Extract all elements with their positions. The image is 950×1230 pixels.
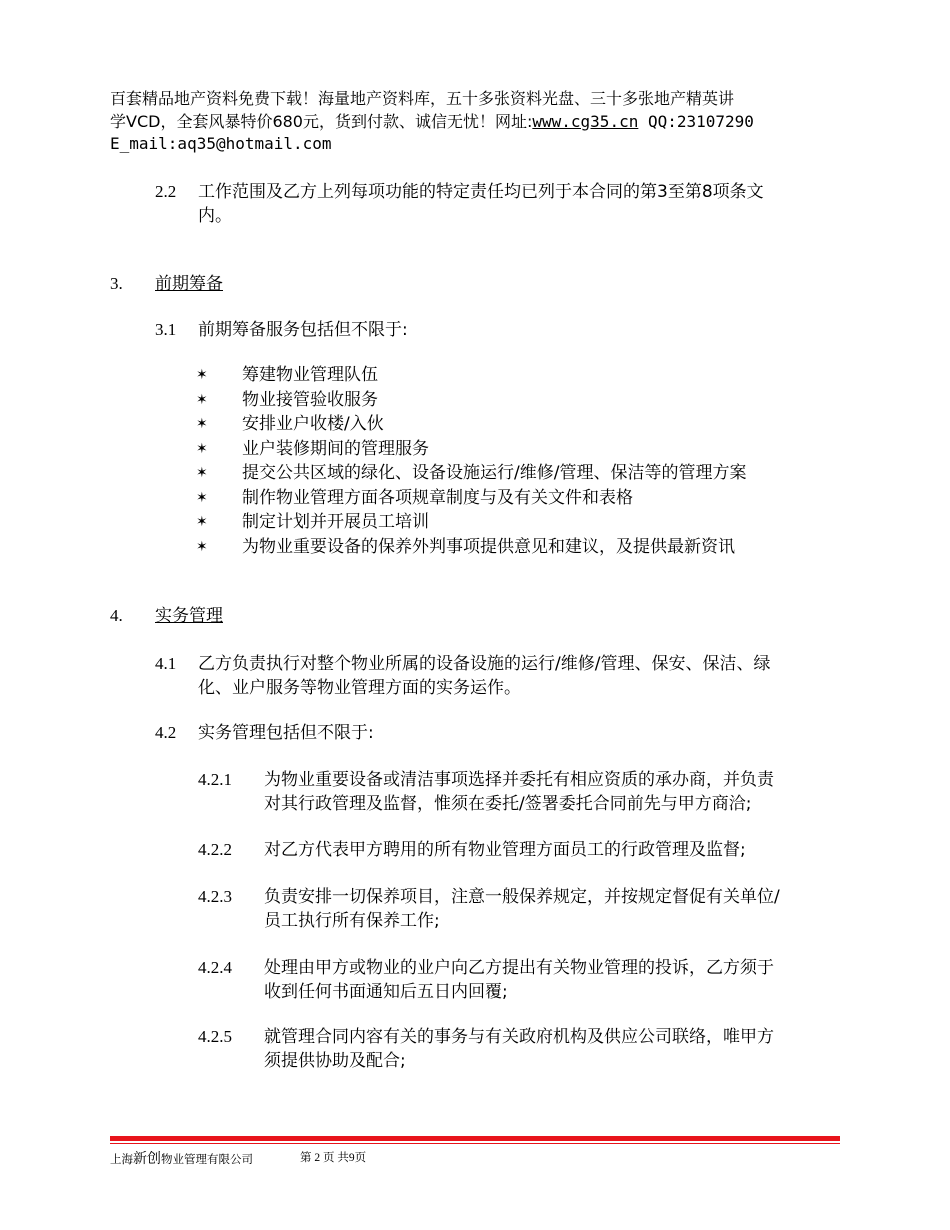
bullet-item: 提交公共区域的绿化、设备设施运行/维修/管理、保洁等的管理方案	[242, 463, 747, 483]
clause-4-1-number: 4.1	[155, 654, 177, 673]
bullet-item: 安排业户收楼/入伙	[242, 414, 384, 434]
sub-clause-line-1: 对乙方代表甲方聘用的所有物业管理方面员工的行政管理及监督;	[264, 840, 746, 860]
footer-rule-thick	[110, 1136, 840, 1141]
bullet-item: 筹建物业管理队伍	[242, 365, 378, 385]
footer-company: 上海新创物业管理有限公司	[110, 1152, 253, 1167]
clause-2-2-number: 2.2	[155, 182, 177, 201]
sub-clause-number: 4.2.2	[198, 840, 232, 859]
sub-clause-line-1: 负责安排一切保养项目，注意一般保养规定，并按规定督促有关单位/	[264, 887, 780, 907]
banner-url-link[interactable]: www.cg35.cn	[532, 111, 639, 131]
clause-4-2-number: 4.2	[155, 723, 177, 742]
sub-clause-number: 4.2.3	[198, 887, 232, 906]
bullet-star-icon: ✶	[196, 367, 208, 383]
section-3-title: 前期筹备	[155, 274, 223, 294]
footer-rule-thin	[110, 1143, 840, 1144]
clause-4-1-line-2: 化、业户服务等物业管理方面的实务运作。	[198, 678, 521, 698]
sub-clause-line-1: 处理由甲方或物业的业户向乙方提出有关物业管理的投诉，乙方须于	[264, 958, 774, 978]
footer-page-number: 第 2 页 共9页	[300, 1152, 367, 1164]
banner-email: E_mail:aq35@hotmail.com	[110, 134, 332, 153]
banner-line-2: 学VCD，全套风暴特价680元，货到付款、诚信无忧！网址:www.cg35.cn QQ:23107290	[110, 111, 754, 131]
clause-3-1-text: 前期筹备服务包括但不限于:	[198, 320, 408, 340]
sub-clause-line-2: 须提供协助及配合;	[264, 1051, 406, 1071]
bullet-item: 物业接管验收服务	[242, 390, 378, 410]
banner-line-1: 百套精品地产资料免费下载！海量地产资料库，五十多张资料光盘、三十多张地产精英讲	[110, 89, 735, 108]
sub-clause-number: 4.2.4	[198, 958, 232, 977]
clause-4-1-line-1: 乙方负责执行对整个物业所属的设备设施的运行/维修/管理、保安、保洁、绿	[198, 654, 771, 674]
bullet-item: 制定计划并开展员工培训	[242, 512, 429, 532]
sub-clause-line-2: 收到任何书面通知后五日内回覆;	[264, 982, 508, 1002]
bullet-star-icon: ✶	[196, 392, 208, 408]
sub-clause-line-1: 为物业重要设备或清洁事项选择并委托有相应资质的承办商，并负责	[264, 770, 774, 790]
bullet-star-icon: ✶	[196, 465, 208, 481]
bullet-star-icon: ✶	[196, 490, 208, 506]
promo-banner	[110, 88, 845, 156]
bullet-item: 制作物业管理方面各项规章制度与及有关文件和表格	[242, 488, 633, 508]
sub-clause-number: 4.2.1	[198, 770, 232, 789]
clause-2-2-line-1: 工作范围及乙方上列每项功能的特定责任均已列于本合同的第3至第8项条文	[198, 182, 764, 202]
bullet-item: 业户装修期间的管理服务	[242, 439, 429, 459]
sub-clause-line-1: 就管理合同内容有关的事务与有关政府机构及供应公司联络，唯甲方	[264, 1027, 774, 1047]
clause-2-2-line-2: 内。	[198, 206, 232, 226]
bullet-star-icon: ✶	[196, 539, 208, 555]
clause-3-1-number: 3.1	[155, 320, 177, 339]
sub-clause-number: 4.2.5	[198, 1027, 232, 1046]
bullet-star-icon: ✶	[196, 441, 208, 457]
clause-4-2-text: 实务管理包括但不限于:	[198, 723, 374, 743]
sub-clause-line-2: 对其行政管理及监督，惟须在委托/签署委托合同前先与甲方商洽;	[264, 794, 752, 814]
bullet-item: 为物业重要设备的保养外判事项提供意见和建议，及提供最新资讯	[242, 537, 735, 557]
sub-clause-line-2: 员工执行所有保养工作;	[264, 911, 440, 931]
section-4-number: 4.	[110, 606, 123, 625]
section-4-title: 实务管理	[155, 606, 223, 626]
section-3-number: 3.	[110, 274, 123, 293]
bullet-star-icon: ✶	[196, 416, 208, 432]
bullet-star-icon: ✶	[196, 514, 208, 530]
